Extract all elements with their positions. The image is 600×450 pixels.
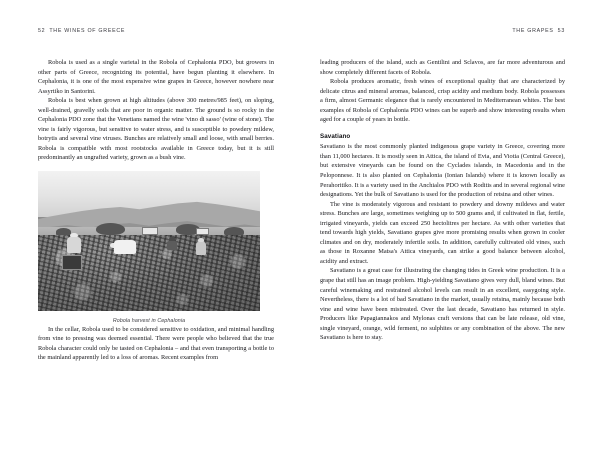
right-page <box>300 0 600 450</box>
paragraph: Robola is best when grown at high altitudes (above 300 metres/985 feet), on sloping, well-drained, gravelly soils that are poor in organic matter. The ground is so rocky in the Cephalonia PDO zone that the Venetians named the wine 'vino di sasso' (wine of stone). The vine is fairly vigorous, but sensitive to water stress, and is susceptible to powdery mildew, botrytis and several vine viruses. Bunches are relatively small and loose, with small berries. Robola is compatible with most rootstocks available in Greece today, but it is still predominantly an ungrafted variety, grown as a bush vine. <box>38 97 274 162</box>
paragraph: leading producers of the island, such as Gentilini and Sclavos, are far more adventurous and show completely different facets of Robola. <box>320 59 565 76</box>
photo-building <box>196 228 209 235</box>
paragraph: Savatiano is a great case for illustrating the changing tides in Greek wine production. It is a grape that still has an image problem. High-yielding Savatiano gives very dull, bland wines. But careful winemaking and restrained alcohol levels can result in an excellent, easygoing style. Nevertheless, there is a lot of bad Savatiano in the market, usually retsina, mainly because both vine and wine have been mistreated. Over the last decade, Savatiano has returned in style. Producers like Papagiannakos and Mylonas craft versions that can be late release, old vine, single vineyard, orange, wild ferment, no sulphites or any combination of the above. The new Savatiano is here to stay. <box>320 267 565 342</box>
folio-number-left: 52 <box>38 28 46 34</box>
running-head-title-left: THE WINES OF GREECE <box>49 28 126 34</box>
paragraph: In the cellar, Robola used to be considered sensitive to oxidation, and minimal handling from vine to pressing was deemed essential. There were people who believed that the true Robola character could only be tasted on Cephalonia – and that even transporting a bottle to the mainland apparently led to a loss of aromas. Recent examples from <box>38 325 274 362</box>
paragraph: Robola is used as a single varietal in the Robola of Cephalonia PDO, but growers in other parts of Greece, recognizing its potential, have begun planting it elsewhere. In Cephalonia, it is one of the most expensive wine grapes in Greece, however nowhere near Assyrtiko in Santorini. <box>38 59 274 95</box>
photo-harvest-worker <box>167 237 178 251</box>
figure-caption: Robola harvest in Cephalonia <box>112 317 186 324</box>
photo-building <box>142 227 157 235</box>
photo-grape-crate <box>62 255 82 270</box>
worker-body <box>167 241 177 250</box>
paragraph: The vine is moderately vigorous and resistant to powdery and downy mildews and water stress. Bunches are large, sometimes weighing up to 500 grams and, if cultivated in flat, fertile, irrigated vineyards, yields can exceed 250 hectolitres per hectare. As with other varieties that tend towards high yields, Savatiano grapes give more promising results when grown in cooler climates and on dry, moderately infertile soils. In addition, carefully cultivated old vines, such as those in Roxanne Matsa's Attica vineyards, can strike a good balance between alcohol, acidity and extract. <box>320 200 565 265</box>
worker-body <box>67 237 82 253</box>
photo-harvest-worker <box>109 238 138 260</box>
paragraph: Savatiano is the most commonly planted indigenous grape variety in Greece, covering more than 11,000 hectares. It is mostly seen in Attica, the island of Evia, and Viotia (Central Greece), but extensive vineyards can be found on the Cyclades islands, in Macedonia and in the Peloponnese. It is also planted on Cephalonia (Ionian Islands) where it is known locally as Perahoritiko. It is a variety used in the Anchialos PDO with Roditis and in several regional wine designations. Yet the bulk of Savatiano is used for the production of retsina and other wines. <box>320 143 565 199</box>
paragraph: Robola produces aromatic, fresh wines of exceptional quality that are characterized by delicate citrus and mineral aromas, balanced, crisp acidity and medium body. Robola possesses a firm, almost Germanic elegance that is rarely encountered in Mediterranean whites. The best examples of Robola of Cephalonia PDO wines can be superb and show interesting results when aged for a couple of years in bottle. <box>320 78 565 124</box>
running-head-title-right: THE GRAPES <box>512 28 554 34</box>
photo-harvest-worker <box>196 238 207 256</box>
photo-vineyard-harvest <box>38 171 260 311</box>
running-head-left <box>38 26 274 36</box>
worker-body <box>114 240 136 254</box>
photo-shrub <box>96 223 125 236</box>
right-text-column <box>320 58 565 343</box>
section-heading-savatiano: Savatiano <box>320 132 351 140</box>
worker-body <box>196 242 206 255</box>
figure-robola-harvest <box>38 171 260 325</box>
left-text-column <box>38 58 274 363</box>
running-head-right <box>320 26 565 36</box>
folio-number-right: 53 <box>557 28 565 34</box>
